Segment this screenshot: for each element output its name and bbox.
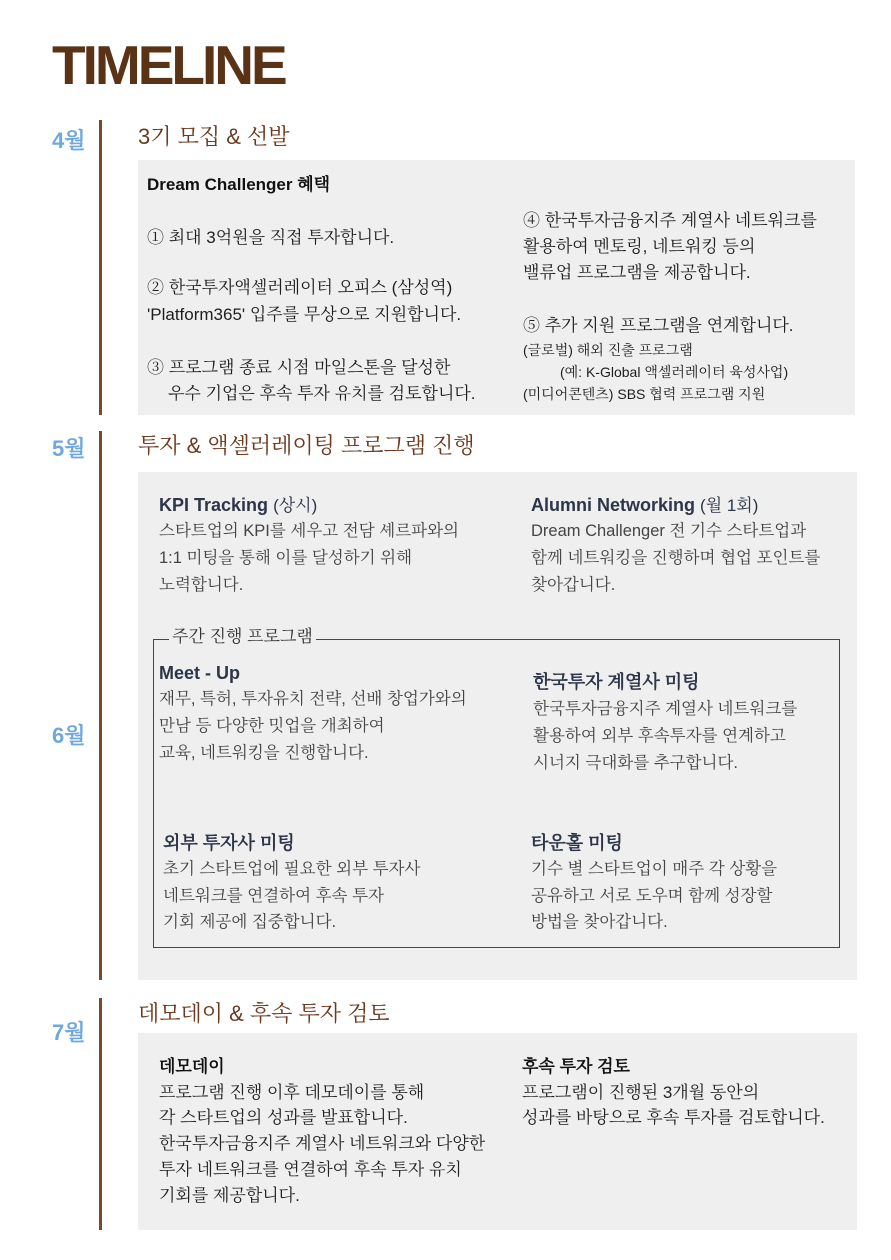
- town-hall-meeting-text-line: 방법을 찾아갑니다.: [531, 913, 668, 931]
- affiliate-meeting-text-line: 활용하여 외부 후속투자를 연계하고: [533, 727, 786, 745]
- section-heading-recruitment: 3기 모집 & 선발: [138, 124, 290, 149]
- benefit-item-line: ② 한국투자액셀러레이터 오피스 (삼성역): [147, 278, 453, 297]
- town-hall-meeting-text-line: 공유하고 서로 도우며 함께 성장할: [531, 887, 773, 905]
- benefit-detail-line: (미디어콘텐츠) SBS 협력 프로그램 지원: [523, 386, 766, 402]
- alumni-networking-frequency: (월 1회): [700, 496, 759, 515]
- benefit-item-line: ⑤ 추가 지원 프로그램을 연계합니다.: [523, 316, 794, 335]
- benefit-item-line: ③ 프로그램 종료 시점 마일스톤을 달성한: [147, 358, 451, 377]
- kpi-tracking-text-line: 노력합니다.: [159, 576, 244, 594]
- benefit-detail-line: (예: K-Global 액셀러레이터 육성사업): [560, 364, 789, 380]
- follow-up-review-text-line: 프로그램이 진행된 3개월 동안의: [522, 1083, 760, 1102]
- weekly-program-frame: [153, 627, 840, 948]
- benefit-item-line: ① 최대 3억원을 직접 투자합니다.: [147, 228, 395, 247]
- page-title: TIMELINE: [52, 34, 285, 96]
- meetup-text-line: 만남 등 다양한 밋업을 개최하여: [159, 717, 385, 735]
- alumni-networking-title-line: [531, 492, 758, 519]
- town-hall-meeting-text-line: 기수 별 스타트업이 매주 각 상황을: [531, 860, 778, 878]
- benefit-item-line: 'Platform365' 입주를 무상으로 지원합니다.: [147, 305, 462, 324]
- alumni-networking-title: Alumni Networking: [531, 495, 696, 515]
- alumni-networking-text-line: 찾아갑니다.: [531, 576, 616, 594]
- affiliate-meeting-text-line: 시너지 극대화를 추구합니다.: [533, 754, 739, 772]
- kpi-tracking-text-line: 스타트업의 KPI를 세우고 전담 셰르파와의: [159, 522, 459, 540]
- kpi-tracking-frequency: (상시): [273, 496, 318, 515]
- benefit-item-line: ④ 한국투자금융지주 계열사 네트워크를: [523, 211, 817, 230]
- demo-day-text-line: 각 스타트업의 성과를 발표합니다.: [159, 1108, 408, 1127]
- section-heading-program: 투자 & 액셀러레이팅 프로그램 진행: [138, 433, 475, 458]
- kpi-tracking-text-line: 1:1 미팅을 통해 이를 달성하기 위해: [159, 549, 413, 567]
- month-label-april: 4월: [52, 128, 86, 153]
- demo-day-text-line: 기회를 제공합니다.: [159, 1186, 300, 1205]
- alumni-networking-text-line: Dream Challenger 전 기수 스타트업과: [531, 522, 807, 540]
- demo-day-panel: [138, 1033, 857, 1230]
- benefit-item-line: 활용하여 멘토링, 네트워킹 등의: [523, 237, 756, 256]
- demo-day-text-line: 투자 네트워크를 연결하여 후속 투자 유치: [159, 1160, 462, 1179]
- affiliate-meeting-text-line: 한국투자금융지주 계열사 네트워크를: [533, 700, 798, 718]
- benefits-title: Dream Challenger 혜택: [147, 175, 331, 194]
- external-investor-meeting-title: 외부 투자사 미팅: [163, 833, 295, 853]
- month-label-may: 5월: [52, 436, 86, 461]
- timeline-rail-segment: [99, 998, 102, 1230]
- benefit-item-line: 우수 기업은 후속 투자 유치를 검토합니다.: [168, 384, 476, 403]
- benefits-panel: [138, 160, 855, 415]
- alumni-networking-text-line: 함께 네트워킹을 진행하며 협업 포인트를: [531, 549, 821, 567]
- demo-day-title: 데모데이: [159, 1057, 225, 1076]
- weekly-program-legend: 주간 진행 프로그램: [169, 626, 316, 648]
- timeline-rail-segment: [99, 431, 102, 980]
- kpi-tracking-title-line: [159, 492, 317, 519]
- follow-up-review-title: 후속 투자 검토: [522, 1057, 630, 1076]
- affiliate-meeting-title: 한국투자 계열사 미팅: [533, 672, 700, 692]
- benefit-item-line: 밸류업 프로그램을 제공합니다.: [523, 263, 751, 282]
- meetup-text-line: 교육, 네트워킹을 진행합니다.: [159, 744, 369, 762]
- external-investor-meeting-text-line: 초기 스타트업에 필요한 외부 투자사: [163, 860, 421, 878]
- demo-day-text-line: 프로그램 진행 이후 데모데이를 통해: [159, 1083, 425, 1102]
- follow-up-review-text-line: 성과를 바탕으로 후속 투자를 검토합니다.: [522, 1108, 825, 1127]
- demo-day-text-line: 한국투자금융지주 계열사 네트워크와 다양한: [159, 1134, 486, 1153]
- kpi-tracking-title: KPI Tracking: [159, 495, 269, 515]
- program-panel: [138, 472, 857, 980]
- external-investor-meeting-text-line: 네트워크를 연결하여 후속 투자: [163, 887, 384, 905]
- month-label-july: 7월: [52, 1020, 86, 1045]
- timeline-rail-segment: [99, 120, 102, 415]
- external-investor-meeting-text-line: 기회 제공에 집중합니다.: [163, 913, 337, 931]
- meetup-title: Meet - Up: [159, 663, 240, 683]
- town-hall-meeting-title: 타운홀 미팅: [531, 833, 623, 853]
- benefit-detail-line: (글로벌) 해외 진출 프로그램: [523, 342, 693, 358]
- meetup-text-line: 재무, 특허, 투자유치 전략, 선배 창업가와의: [159, 690, 467, 708]
- section-heading-demo-day: 데모데이 & 후속 투자 검토: [138, 1001, 390, 1026]
- month-label-june: 6월: [52, 723, 86, 748]
